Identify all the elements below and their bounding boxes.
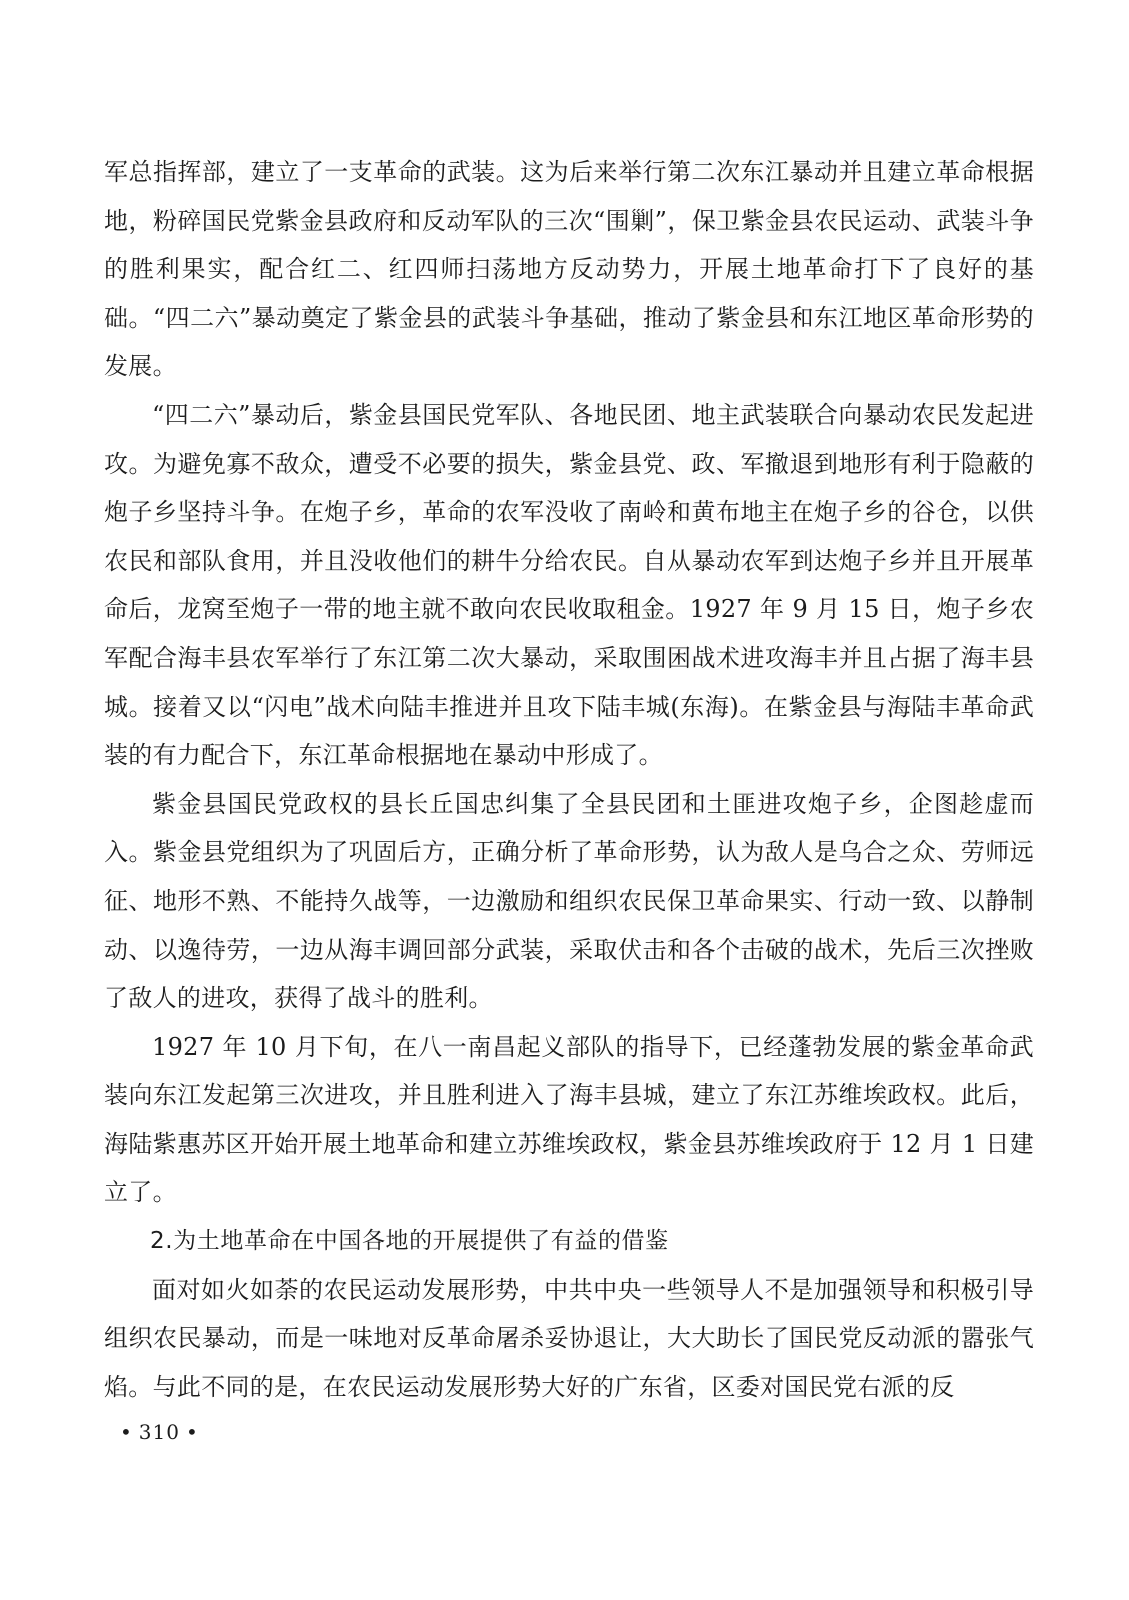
paragraph: 面对如火如荼的农民运动发展形势，中共中央一些领导人不是加强领导和积极引导组织农民暴动，而是一味地对反革命屠杀妥协退让，大大助长了国民党反动派的嚣张气焰。与此不同的是，在农民运动发展形势大好的广东省，区委对国民党右派的反: [104, 1275, 1034, 1401]
page-number-dot-left: •: [120, 1420, 133, 1444]
page-number-value: 310: [138, 1420, 180, 1444]
body-text: [104, 148, 1034, 1411]
section-subheading: 2.为土地革命在中国各地的开展提供了有益的借鉴: [150, 1228, 669, 1255]
paragraph: 1927 年 10 月下旬，在八一南昌起义部队的指导下，已经蓬勃发展的紫金革命武装向东江发起第三次进攻，并且胜利进入了海丰县城，建立了东江苏维埃政权。此后，海陆紫惠苏区开始开展土地革命和建立苏维埃政权，紫金县苏维埃政府于 12 月 1 日建立了。: [104, 1032, 1034, 1207]
paragraph: 紫金县国民党政权的县长丘国忠纠集了全县民团和土匪进攻炮子乡，企图趁虚而入。紫金县党组织为了巩固后方，正确分析了革命形势，认为敌人是乌合之众、劳师远征、地形不熟、不能持久战等，一边激励和组织农民保卫革命果实、行动一致、以静制动、以逸待劳，一边从海丰调回部分武装，采取伏击和各个击破的战术，先后三次挫败了敌人的进攻，获得了战斗的胜利。: [104, 789, 1034, 1013]
page-number-dot-right: •: [185, 1420, 199, 1444]
page-number: [114, 1420, 205, 1444]
paragraph-continuation: 军总指挥部，建立了一支革命的武装。这为后来举行第二次东江暴动并且建立革命根据地，粉碎国民党紫金县政府和反动军队的三次“围剿”，保卫紫金县农民运动、武装斗争的胜利果实，配合红二、红四师扫荡地方反动势力，开展土地革命打下了良好的基础。“四二六”暴动奠定了紫金县的武装斗争基础，推动了紫金县和东江地区革命形势的发展。: [104, 158, 1034, 381]
paragraph: “四二六”暴动后，紫金县国民党军队、各地民团、地主武装联合向暴动农民发起进攻。为避免寡不敌众，遭受不必要的损失，紫金县党、政、军撤退到地形有利于隐蔽的炮子乡坚持斗争。在炮子乡，革命的农军没收了南岭和黄布地主在炮子乡的谷仓，以供农民和部队食用，并且没收他们的耕牛分给农民。自从暴动农军到达炮子乡并且开展革命后，龙窝至炮子一带的地主就不敢向农民收取租金。1927 年 9 月 15 日，炮子乡农军配合海丰县农军举行了东江第二次大暴动，采取围困战术进攻海丰并且占据了海丰县城。接着又以“闪电”战术向陆丰推进并且攻下陆丰城(东海)。在紫金县与海陆丰革命武装的有力配合下，东江革命根据地在暴动中形成了。: [104, 400, 1034, 770]
